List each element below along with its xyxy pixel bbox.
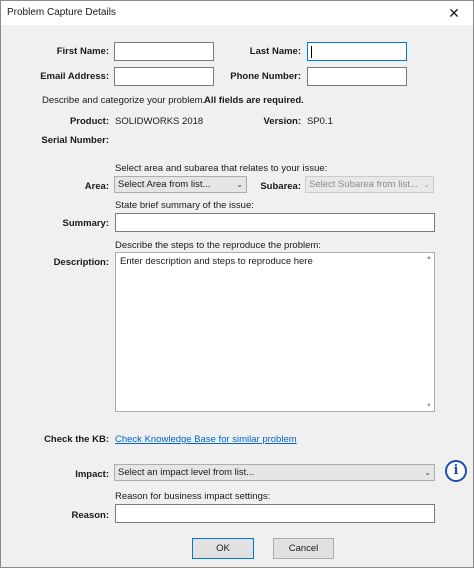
subarea-dropdown[interactable] xyxy=(305,176,434,193)
impact-label: Impact: xyxy=(75,469,109,480)
reason-hint: Reason for business impact settings: xyxy=(115,491,271,502)
description-placeholder: Enter description and steps to reproduce here xyxy=(120,256,313,267)
ok-button[interactable]: OK xyxy=(192,538,254,559)
phone-field[interactable] xyxy=(307,67,407,86)
serial-number-label: Serial Number: xyxy=(41,135,109,146)
first-name-label: First Name: xyxy=(56,46,109,57)
description-textarea[interactable] xyxy=(115,252,435,412)
area-hint: Select area and subarea that relates to your issue: xyxy=(115,163,328,174)
product-label: Product: xyxy=(69,116,109,127)
close-icon[interactable]: ✕ xyxy=(448,5,460,21)
area-label: Area: xyxy=(84,181,109,192)
check-kb-label: Check the KB: xyxy=(44,434,109,445)
last-name-field[interactable] xyxy=(307,42,407,61)
reason-label: Reason: xyxy=(71,510,109,521)
scroll-up-icon[interactable]: ▲ xyxy=(426,255,432,261)
version-label: Version: xyxy=(263,116,301,127)
text-caret xyxy=(311,46,312,58)
impact-selected: Select an impact level from list... xyxy=(118,467,255,478)
product-value: SOLIDWORKS 2018 xyxy=(115,116,204,127)
summary-hint: State brief summary of the issue: xyxy=(115,200,254,211)
chevron-down-icon: ⌄ xyxy=(236,180,243,189)
phone-label: Phone Number: xyxy=(230,71,301,82)
area-selected: Select Area from list... xyxy=(118,179,211,190)
description-label: Description: xyxy=(53,257,109,268)
email-label: Email Address: xyxy=(40,71,109,82)
last-name-label: Last Name: xyxy=(249,46,301,57)
chevron-down-icon: ⌄ xyxy=(424,468,431,477)
window-title: Problem Capture Details xyxy=(7,7,116,18)
description-scrollbar[interactable] xyxy=(424,253,434,411)
info-icon[interactable]: i xyxy=(445,460,467,482)
knowledge-base-link[interactable]: Check Knowledge Base for similar problem xyxy=(115,434,297,445)
scroll-down-icon[interactable]: ▼ xyxy=(426,403,432,409)
subarea-label: Subarea: xyxy=(260,181,301,192)
summary-label: Summary: xyxy=(62,218,109,229)
version-value: SP0.1 xyxy=(307,116,333,127)
description-hint: Describe the steps to the reproduce the problem: xyxy=(115,240,321,251)
impact-dropdown[interactable] xyxy=(114,464,435,481)
email-field[interactable] xyxy=(114,67,214,86)
title-bar xyxy=(1,1,473,25)
chevron-down-icon: ⌄ xyxy=(423,180,430,189)
cancel-button[interactable]: Cancel xyxy=(273,538,334,559)
required-note: All fields are required. xyxy=(204,95,304,106)
first-name-field[interactable] xyxy=(114,42,214,61)
reason-field[interactable] xyxy=(115,504,435,523)
subarea-selected: Select Subarea from list... xyxy=(309,179,418,190)
describe-hint: Describe and categorize your problem. xyxy=(42,95,206,106)
summary-field[interactable] xyxy=(115,213,435,232)
area-dropdown[interactable] xyxy=(114,176,247,193)
